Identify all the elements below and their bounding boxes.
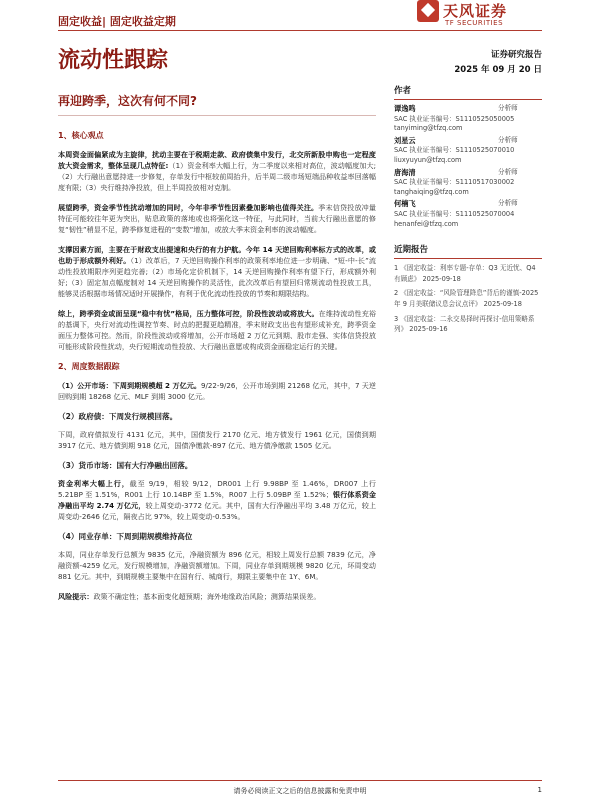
item-money-market-head: （3）货币市场：国有大行净融出回落。 [58,461,193,470]
paragraph-3-lead: 支撑因素方面，主要在于财政支出提速和央行的有力护航。今年 14 天逆回购利率标方式的改革，或也助于形成额外利好。 [58,245,376,265]
author-role: 分析师 [498,104,518,112]
author-email[interactable]: tanghaiqing@tfzq.com [394,187,469,196]
paragraph-4-lead: 综上，跨季资金或面呈现“稳中有忧”格局，压力整体可控，阶段性波动或将放大。 [58,309,319,318]
logo-mark-icon [417,0,439,22]
paragraph-2-body: 季末信贷投放冲量特征可能较往年更为突出，贴息政策的落地或也将强化这一特征，与此同时，当前大行融出意愿的修复“韧性”稍显不足，跨季修复进程的“变数”增加，或放大季末资金利率的波动幅度。 [58,203,377,234]
subtitle-divider [58,115,376,116]
paragraph-1-lead: 本周资金面偏紧成为主旋律，扰动主要在于税期走款、政府债集中发行，北交所新股申购也一定程度放大资金需求，整体呈现几点特征: [58,150,376,170]
author-cert: SAC 执业证书编号：S1110517030002 [394,178,515,187]
item-open-market [58,380,376,402]
recent-reports-divider [394,258,542,259]
item-ncd-body: 本周，同业存单发行总额为 9835 亿元，净融资额为 896 亿元，相较上周发行总额 7839 亿元，净融资额-4259 亿元，发行规模增加，净融资额增加。下周，同业存单到期规模 9820 亿元，环周变动 881 亿元。其中，到期规模主要集中在国有行、城商行，期限主要集中在 1Y、6M。 [58,550,376,581]
item-gov-bonds-head: （2）政府债：下周发行规模回落。 [58,412,178,421]
author-name: 何楠飞 [394,199,416,209]
section-weekly-data: 2、周度数据跟踪 [58,362,120,371]
item-ncd-head: （4）同业存单：下周到期规模维持高位 [58,532,193,541]
page-title: 流动性跟踪 [58,48,169,73]
risk-warning-lead: 风险提示： [58,592,94,601]
risk-warning-body: 政策不确定性；基本面变化超预期；海外地缘政治风险；测算结果误差。 [93,592,321,601]
footer-divider [58,780,542,781]
author-name: 谭逸鸣 [394,104,416,113]
author-entry [394,168,542,198]
item-open-market-lead: （1）公开市场：下周到期规模超 2 万亿元。 [58,381,201,390]
author-cert: SAC 执业证书编号：S1110525050005 [394,114,515,123]
header-category: 固定收益| 固定收益定期 [58,15,176,28]
recent-reports-heading: 近期报告 [394,245,429,256]
report-link[interactable]: 2 《固定收益：“风险管理降息”背后的谨慎-2025 年 9 月美联储议息会议点评》 2025-09-18 [394,289,539,308]
item-gov-bonds-body: 下周，政府债拟发行 4131 亿元，其中，国债发行 2170 亿元、地方债发行 1961 亿元，国债到期 3917 亿元、地方债到期 918 亿元，国债净缴款-897 亿元、地方债净缴款 1505 亿元。 [58,430,376,450]
author-entry [394,104,542,134]
author-role: 分析师 [498,135,518,144]
item-open-market-body: 9/22-9/26，公开市场到期 21268 亿元，其中，7 天逆回购到期 18268 亿元、MLF 到期 3000 亿元。 [58,381,377,401]
report-link[interactable]: 3 《固定收益：二永交易择时再探讨-信用策略系列》 2025-09-16 [394,314,535,334]
company-logo [417,0,547,30]
logo-text-en: TF SECURITIES [445,19,504,27]
author-email[interactable]: tanyiming@tfzq.com [394,124,463,133]
authors-heading: 作者 [394,86,412,96]
report-date: 2025 年 09 月 20 日 [454,65,542,75]
paragraph-3 [58,244,376,299]
author-cert: SAC 执业证书编号：S1110525070004 [394,209,515,218]
report-subtitle: 再迎跨季，这次有何不同? [58,94,197,108]
report-link[interactable]: 1 《固定收益：利率专题-存单：Q3 无近忧、Q4 有顾虑》 2025-09-18 [394,264,536,283]
sidebar [394,84,542,339]
paragraph-2 [58,202,376,235]
risk-warning [58,591,376,602]
author-email[interactable]: liuxyuyun@tfzq.com [394,155,462,164]
author-name: 唐海清 [394,167,416,177]
author-name: 刘星云 [394,135,416,145]
money-market-lead-1: 资金利率大幅上行， [58,479,130,488]
recent-reports [394,243,542,335]
money-market-text-1: 截至 9/19，相较 9/12，DR001 上行 9.98BP 至 1.46%，DR007 上行 5.21BP 至 1.51%，R001 上行 10.14BP 至 1.5%，R007 上行 5.09BP 至 1.52%； [58,479,377,499]
paragraph-4-body: 在维持流动性充裕的基调下，央行对流动性调控节奏、时点的把握更趋精准，季末财政支出也有望形成补充，跨季资金面压力整体可控。然而，阶段性波动或将增加，公开市场超 2 万亿元到期、股市走强、实体信贷投放可能形成阶段性扰动，央行短期流动性投放、大行融出意愿或构成资金面稳定运行的关键。 [58,309,377,351]
author-email[interactable]: henanfei@tfzq.com [394,219,459,228]
paragraph-1 [58,149,376,193]
money-market-lead-2: 银行体系资金净融出平均 2.74 万亿元， [58,490,376,510]
author-entry [394,136,542,166]
author-cert: SAC 执业证书编号：S1110525070010 [394,146,515,155]
main-content [58,92,376,611]
paragraph-4 [58,308,376,352]
author-role: 分析师 [498,199,518,208]
authors-divider [394,99,542,100]
report-type: 证券研究报告 [490,50,542,60]
paragraph-2-lead: 展望跨季，资金季节性扰动增加的同时，今年非季节性因素叠加影响也值得关注。 [58,203,319,212]
logo-text-cn: 天风证券 [443,2,508,20]
item-money-market-body [58,478,376,522]
paragraph-1-body: （1）资金利率大幅上行，为二季度以来相对高位，波动幅度加大;（2）大行融出意愿持进一步修复，存单发行中枢较前周抬升，后半周二级市场短端品种收益率回落幅度有限;（3）央行维持净投放，但上半周投放相对克制。 [58,161,377,192]
header-divider [58,30,542,31]
money-market-text-2: 较上周变动-3772 亿元。其中，国有大行净融出平均 3.48 万亿元，较上周变动-2646 亿元，隔夜占比 97%，较上周变动-0.53%。 [58,501,376,521]
author-entry [394,199,542,229]
page-number: 1 [537,786,542,794]
section-core-views: 1、核心观点 [58,131,104,140]
paragraph-3-body: （1）改革后，7 天逆回购操作利率的政策利率地位进一步明确、“短-中-长”流动性投放期限序列更趋完善;（2）市场化定价机制下，14 天逆回购操作利率有望下行，形成额外利好;（3）固定加点幅度制对 14 天逆回购操作的灵活性，此次改革后有望回归常规流动性投放工具，能够灵活根据市场情况适时开展操作，有利于优化流动性投放的节奏和期限结构。 [58,256,376,298]
footer-disclaimer: 请务必阅读正文之后的信息披露和免责申明 [233,787,367,795]
author-role: 分析师 [498,167,518,176]
